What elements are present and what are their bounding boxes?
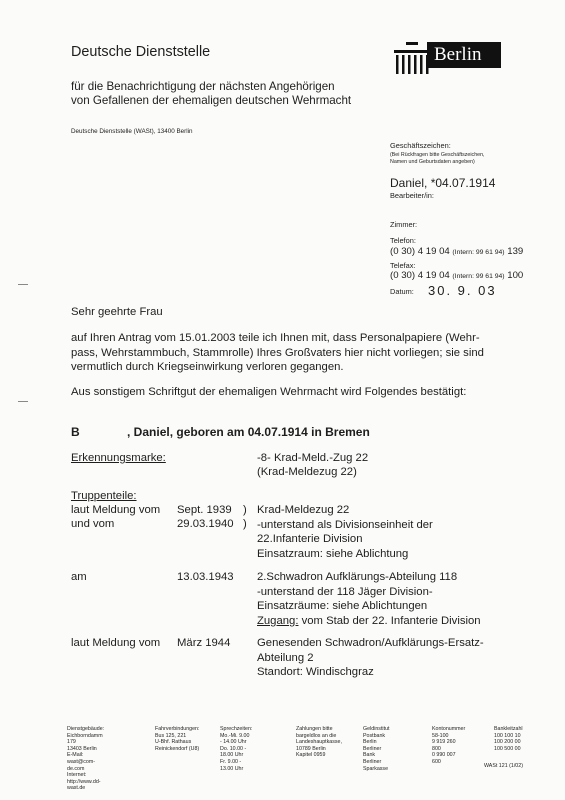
zugang-text: vom Stab der 22. Infanterie Division xyxy=(298,614,481,627)
paragraph-line: pass, Wehrstammbuch, Stammrolle) Ihres Großvaters hier nicht vorliegen; sie sind xyxy=(71,346,484,359)
handler-label: Bearbeiter/in: xyxy=(390,191,434,200)
room-label: Zimmer: xyxy=(390,220,418,229)
form-code: WASt 121 (1/02) xyxy=(484,763,523,769)
entry-line: Genesenden Schwadron/Aufklärungs-Ersatz- xyxy=(257,637,484,649)
phone-ext: 139 xyxy=(507,246,524,257)
fax-intern: (Intern: 99 61 94) xyxy=(452,273,505,280)
phone-line xyxy=(390,246,523,259)
sender-line: Deutsche Dienststelle (WASt), 13400 Berlin xyxy=(71,128,193,135)
phone-intern: (Intern: 99 61 94) xyxy=(452,249,505,256)
subject-line xyxy=(71,425,370,439)
footer-bank: Geldinstitut Postbank Berlin Berliner Bank Berliner Sparkasse xyxy=(363,726,390,772)
paragraph-line: vermutlich durch Kriegseinwirkung verloren gegangen. xyxy=(71,361,344,374)
ref-value: Daniel, *04.07.1914 xyxy=(390,176,496,190)
subject-initial: B xyxy=(71,425,80,439)
entry-line: Einsatzräume: siehe Ablichtungen xyxy=(257,600,428,613)
fax-value: (0 30) 4 19 04 xyxy=(390,270,450,281)
phone-label: Telefon: xyxy=(390,236,416,245)
berlin-logo xyxy=(392,42,504,74)
entry-3-label: laut Meldung vom xyxy=(71,637,161,649)
footer-hours: Sprechzeiten: Mo.-Mi. 9.00 - 14.00 Uhr Do. 10.00 - 18.00 Uhr Fr. 9.00 - 13.00 Uhr xyxy=(220,726,253,772)
entry-1-date-1: Sept. 1939 xyxy=(177,504,232,516)
entry-line: Standort: Windischgraz xyxy=(257,666,374,679)
entry-2-label: am xyxy=(71,571,87,583)
footer-transport: Fahrverbindungen: Bus 125, 221 U-Bhf. Rathaus Reinickendorf (U8) xyxy=(155,726,200,752)
entry-1-label-2: und vom xyxy=(71,518,115,530)
entry-1-label-1: laut Meldung vom xyxy=(71,504,161,516)
entry-line: Krad-Meldezug 22 xyxy=(257,504,350,516)
paragraph-line: auf Ihren Antrag vom 15.01.2003 teile ich Ihnen mit, dass Personalpapiere (Wehr- xyxy=(71,332,480,344)
entry-1-text xyxy=(257,503,433,561)
tag-line-2: (Krad-Meldezug 22) xyxy=(257,466,357,478)
punch-mark xyxy=(18,284,28,285)
paragraph-2: Aus sonstigem Schriftgut der ehemaligen Wehrmacht wird Folgendes bestätigt: xyxy=(71,386,467,398)
entry-1-bracket-1: ) xyxy=(243,504,247,516)
org-subtitle-2: von Gefallenen der ehemaligen deutschen Wehrmacht xyxy=(71,94,352,107)
punch-mark xyxy=(18,401,28,402)
entry-3-date: März 1944 xyxy=(177,637,231,649)
footer-account: Kontonummer 58-100 9 919 260 800 0 990 007 600 xyxy=(432,726,466,765)
entry-line: -unterstand der 118 Jäger Division- xyxy=(257,585,433,598)
entry-line: 2.Schwadron Aufklärungs-Abteilung 118 xyxy=(257,571,458,583)
fax-ext: 100 xyxy=(507,270,524,281)
tag-line-1: -8- Krad-Meld.-Zug 22 xyxy=(257,452,369,464)
date-value: 30. 9. 03 xyxy=(428,283,497,298)
logo-text: Berlin xyxy=(434,44,482,65)
org-name: Deutsche Dienststelle xyxy=(71,44,211,60)
subject-rest: , Daniel, geboren am 04.07.1914 in Bremen xyxy=(127,425,370,439)
entry-line: -unterstand als Divisionseinheit der xyxy=(257,518,433,531)
entry-line-zugang xyxy=(257,614,481,629)
ref-label: Geschäftszeichen: xyxy=(390,141,451,150)
entry-1-bracket-2: ) xyxy=(243,518,247,530)
tag-label: Erkennungsmarke: xyxy=(71,452,166,464)
phone-value: (0 30) 4 19 04 xyxy=(390,246,450,257)
logo-box xyxy=(427,42,501,68)
entry-1-date-2: 29.03.1940 xyxy=(177,518,234,530)
org-subtitle-1: für die Benachrichtigung der nächsten Angehörigen xyxy=(71,80,335,93)
entry-line: Abteilung 2 xyxy=(257,651,314,664)
footer-payments: Zahlungen bitte bargeldlos an die Landeshauptkasse, 10789 Berlin Kapitel 0959 xyxy=(296,726,342,759)
ref-hint-1: (Bei Rückfragen bitte Geschäftszeichen, xyxy=(390,152,485,158)
footer-bank-code: Bankleitzahl 100 100 10 100 200 00 100 500 00 xyxy=(494,726,523,752)
paragraph-1 xyxy=(71,331,484,375)
entry-2-date: 13.03.1943 xyxy=(177,571,234,583)
entry-line: Einsatzraum: siehe Ablichtung xyxy=(257,547,409,560)
fax-label: Telefax: xyxy=(390,261,416,270)
fax-line xyxy=(390,270,523,283)
brandenburg-gate-icon xyxy=(392,42,432,74)
entry-line: 22.Infanterie Division xyxy=(257,533,363,546)
footer-address: Dienstgebäude: Eichborndamm 179 13403 Berlin E-Mail: wast@com-de.com Internet: http://www.dd-wast.de xyxy=(67,726,105,792)
entry-2-text xyxy=(257,570,481,628)
units-label: Truppenteile: xyxy=(71,490,137,502)
salutation: Sehr geehrte Frau xyxy=(71,306,163,318)
date-label: Datum: xyxy=(390,287,414,296)
zugang-label: Zugang: xyxy=(257,614,299,627)
entry-3-text xyxy=(257,636,484,680)
ref-hint-2: Namen und Geburtsdaten angeben) xyxy=(390,159,475,165)
